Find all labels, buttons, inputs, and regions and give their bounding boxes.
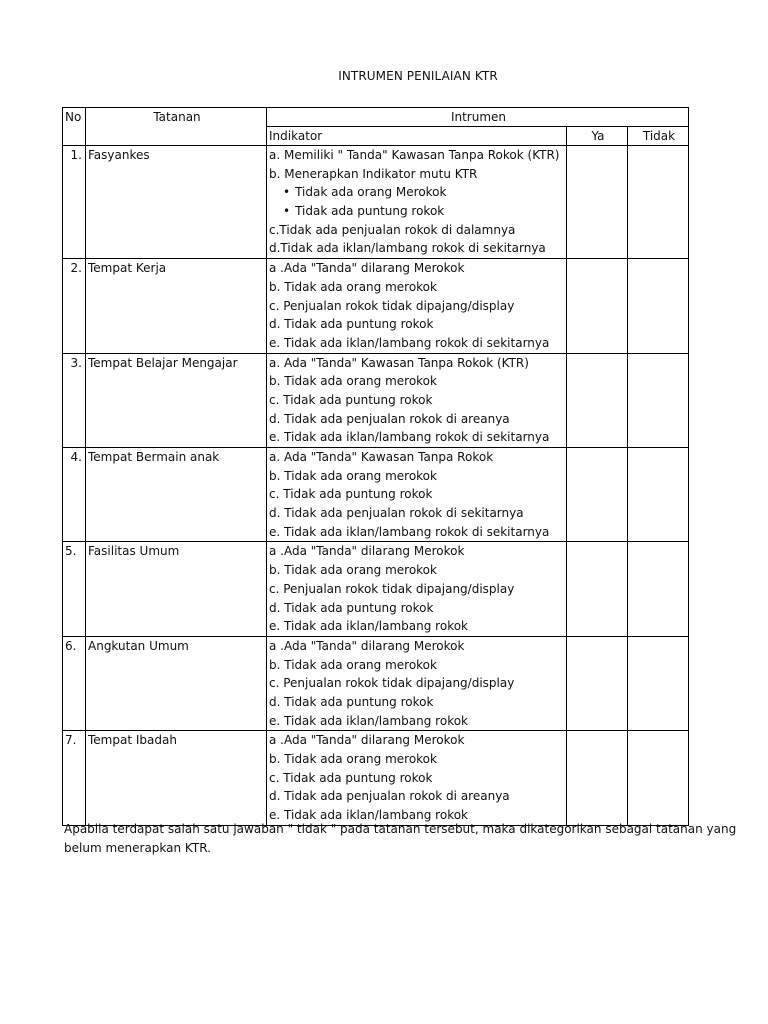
header-tidak: Tidak <box>628 127 689 146</box>
row-number: 4. <box>63 448 86 542</box>
indicator-item: e. Tidak ada iklan/lambang rokok <box>269 808 469 823</box>
tidak-cell[interactable] <box>628 731 689 825</box>
table-row <box>63 448 689 542</box>
indicator-item: • Tidak ada orang Merokok <box>269 183 566 202</box>
indicator-item: a. Ada "Tanda" Kawasan Tanpa Rokok (KTR) <box>269 355 529 370</box>
ya-cell[interactable] <box>567 146 628 259</box>
tidak-cell[interactable] <box>628 636 689 730</box>
indicator-item: d. Tidak ada puntung rokok <box>269 317 434 332</box>
indicator-item: b. Tidak ada orang merokok <box>269 563 437 578</box>
ya-cell[interactable] <box>567 448 628 542</box>
indicator-item: a. Ada "Tanda" Kawasan Tanpa Rokok <box>269 450 494 464</box>
table-row <box>63 542 689 636</box>
ya-cell[interactable] <box>567 636 628 730</box>
indicator-item: a .Ada "Tanda" dilarang Merokok <box>269 638 465 653</box>
row-indicators <box>267 146 567 259</box>
table-row <box>63 731 689 825</box>
indicator-item: • Tidak ada puntung rokok <box>269 202 566 221</box>
indicator-item: e. Tidak ada iklan/lambang rokok di sekitarnya <box>269 524 550 539</box>
table-row <box>63 636 689 730</box>
header-tatanan: Tatanan <box>86 108 267 146</box>
table-row <box>63 353 689 447</box>
indicator-item: a. Memiliki " Tanda" Kawasan Tanpa Rokok (KTR) <box>269 148 560 162</box>
row-number: 2. <box>63 259 86 353</box>
indicator-item: d. Tidak ada penjualan rokok di areanya <box>269 789 510 804</box>
indicator-item: c.Tidak ada penjualan rokok di dalamnya <box>269 222 516 237</box>
row-tatanan: Tempat Kerja <box>86 259 267 353</box>
indicator-item: a .Ada "Tanda" dilarang Merokok <box>269 733 465 748</box>
indicator-item: a .Ada "Tanda" dilarang Merokok <box>269 261 465 276</box>
indicator-item: c. Tidak ada puntung rokok <box>269 392 433 407</box>
row-tatanan: Tempat Belajar Mengajar <box>86 353 267 447</box>
ya-cell[interactable] <box>567 353 628 447</box>
indicator-item: d. Tidak ada penjualan rokok di areanya <box>269 411 510 426</box>
row-indicators <box>267 353 567 447</box>
indicator-item: d. Tidak ada penjualan rokok di sekitarnya <box>269 506 524 521</box>
row-indicators <box>267 636 567 730</box>
indicator-item: c. Tidak ada puntung rokok <box>269 487 433 502</box>
table-row <box>63 146 689 259</box>
ya-cell[interactable] <box>567 259 628 353</box>
indicator-item: b. Menerapkan Indikator mutu KTR <box>269 166 478 181</box>
header-intrumen: Intrumen <box>267 108 689 127</box>
indicator-item: d. Tidak ada puntung rokok <box>269 694 434 709</box>
indicator-item: b. Tidak ada orang merokok <box>269 752 437 766</box>
footer-note: Apabila terdapat salah satu jawaban " tidak " pada tatanan tersebut, maka dikategorikan sebagai tatanan yang belum menerapkan KTR. <box>64 822 737 855</box>
row-tatanan: Fasyankes <box>86 146 267 259</box>
row-tatanan: Tempat Bermain anak <box>86 448 267 542</box>
tidak-cell[interactable] <box>628 259 689 353</box>
indicator-item: b. Tidak ada orang merokok <box>269 657 437 672</box>
indicator-item: d. Tidak ada puntung rokok <box>269 600 434 615</box>
row-indicators <box>267 542 567 636</box>
indicator-item: c. Penjualan rokok tidak dipajang/display <box>269 581 515 596</box>
ya-cell[interactable] <box>567 542 628 636</box>
tidak-cell[interactable] <box>628 448 689 542</box>
indicator-item: e. Tidak ada iklan/lambang rokok <box>269 619 469 634</box>
indicator-item: c. Penjualan rokok tidak dipajang/display <box>269 676 515 691</box>
table-row <box>63 259 689 353</box>
ya-cell[interactable] <box>567 731 628 825</box>
indicator-item: c. Penjualan rokok tidak dipajang/display <box>269 298 515 313</box>
indicator-item: b. Tidak ada orang merokok <box>269 374 437 389</box>
row-tatanan: Tempat Ibadah <box>86 731 267 825</box>
assessment-table <box>62 107 689 826</box>
page-title: INTRUMEN PENILAIAN KTR <box>338 69 498 83</box>
indicator-item: e. Tidak ada iklan/lambang rokok di sekitarnya <box>269 335 550 350</box>
indicator-item: e. Tidak ada iklan/lambang rokok <box>269 713 469 728</box>
row-number: 7. <box>63 731 86 825</box>
row-number: 5. <box>63 542 86 636</box>
indicator-item: b. Tidak ada orang merokok <box>269 468 437 483</box>
tidak-cell[interactable] <box>628 542 689 636</box>
header-no: No <box>63 108 86 146</box>
indicator-item: c. Tidak ada puntung rokok <box>269 770 433 785</box>
tidak-cell[interactable] <box>628 146 689 259</box>
row-indicators <box>267 259 567 353</box>
row-number: 1. <box>63 146 86 259</box>
indicator-item: b. Tidak ada orang merokok <box>269 279 437 294</box>
row-tatanan: Angkutan Umum <box>86 636 267 730</box>
indicator-item: a .Ada "Tanda" dilarang Merokok <box>269 544 465 559</box>
header-row-top <box>63 108 689 127</box>
row-number: 6. <box>63 636 86 730</box>
indicator-item: d.Tidak ada iklan/lambang rokok di sekitarnya <box>269 241 546 256</box>
row-number: 3. <box>63 353 86 447</box>
row-indicators <box>267 731 567 825</box>
row-tatanan: Fasilitas Umum <box>86 542 267 636</box>
row-indicators <box>267 448 567 542</box>
tidak-cell[interactable] <box>628 353 689 447</box>
header-ya: Ya <box>567 127 628 146</box>
header-indikator: Indikator <box>267 127 567 146</box>
indicator-item: e. Tidak ada iklan/lambang rokok di sekitarnya <box>269 430 550 445</box>
